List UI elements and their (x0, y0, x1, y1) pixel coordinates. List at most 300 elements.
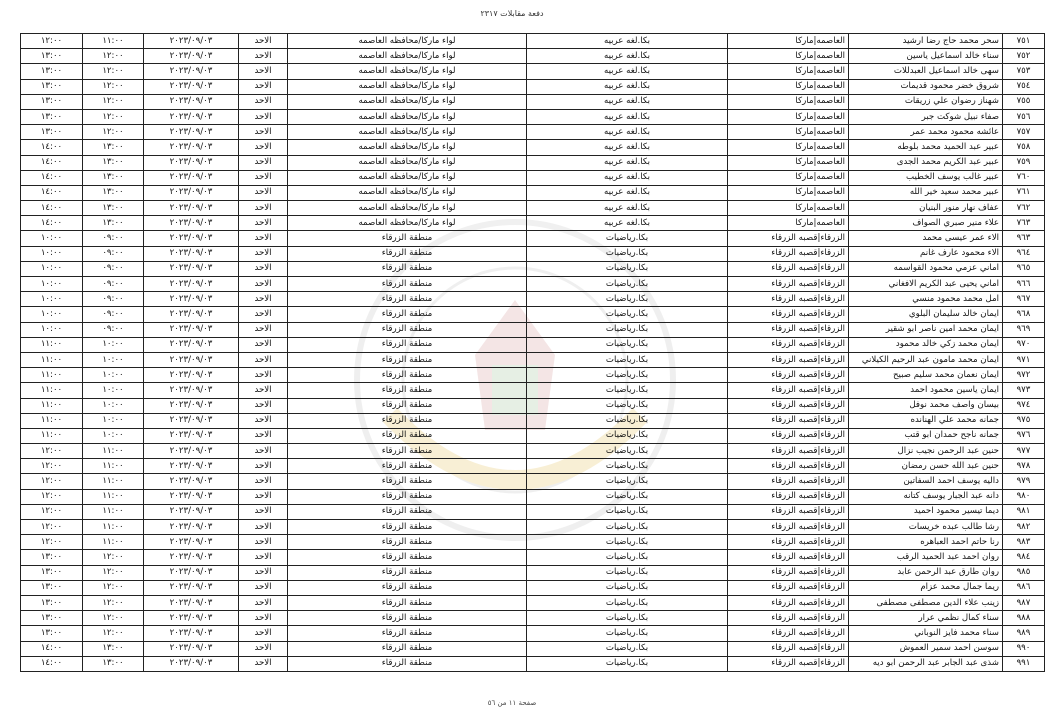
table-row (21, 201, 1045, 216)
time-to-cell: ١٢:٠٠ (21, 444, 83, 459)
interview-date-cell: ٢٠٢٣/٠٩/٠٣ (144, 201, 239, 216)
table-row (21, 656, 1045, 671)
row-number-cell: ٩٧١ (1003, 352, 1045, 367)
directorate-cell: العاصمه|ماركا (728, 79, 849, 94)
time-from-cell: ١٢:٠٠ (83, 595, 144, 610)
interview-date-cell: ٢٠٢٣/٠٩/٠٣ (144, 64, 239, 79)
interview-day-cell: الاحد (239, 626, 288, 641)
directorate-cell: الزرقاء|قصبه الزرقاء (728, 489, 849, 504)
interview-day-cell: الاحد (239, 428, 288, 443)
time-from-cell: ١٢:٠٠ (83, 580, 144, 595)
candidate-name-cell: ايمان محمد زكي خالد محمود (849, 337, 1003, 352)
time-to-cell: ١٠:٠٠ (21, 277, 83, 292)
time-from-cell: ١١:٠٠ (83, 504, 144, 519)
interview-date-cell: ٢٠٢٣/٠٩/٠٣ (144, 520, 239, 535)
interview-location-cell: منطقة الزرقاء (288, 322, 527, 337)
table-row (21, 580, 1045, 595)
page-footer: صفحة ١١ من ٥٦ (487, 699, 537, 707)
table-row (21, 428, 1045, 443)
interview-date-cell: ٢٠٢٣/٠٩/٠٣ (144, 383, 239, 398)
interview-date-cell: ٢٠٢٣/٠٩/٠٣ (144, 626, 239, 641)
table-row (21, 307, 1045, 322)
interview-day-cell: الاحد (239, 185, 288, 200)
directorate-cell: الزرقاء|قصبه الزرقاء (728, 383, 849, 398)
time-from-cell: ٠٩:٠٠ (83, 322, 144, 337)
time-from-cell: ١٢:٠٠ (83, 565, 144, 580)
directorate-cell: العاصمه|ماركا (728, 64, 849, 79)
time-to-cell: ١٠:٠٠ (21, 261, 83, 276)
candidate-name-cell: ايمان محمد مامون عبد الرحيم الكيلاني (849, 352, 1003, 367)
interview-date-cell: ٢٠٢٣/٠٩/٠٣ (144, 565, 239, 580)
interview-day-cell: الاحد (239, 322, 288, 337)
time-from-cell: ١٣:٠٠ (83, 216, 144, 231)
interview-date-cell: ٢٠٢٣/٠٩/٠٣ (144, 109, 239, 124)
directorate-cell: الزرقاء|قصبه الزرقاء (728, 595, 849, 610)
table-row (21, 368, 1045, 383)
specialization-cell: بكا.لغه عربيه (527, 34, 728, 49)
candidate-name-cell: الاء محمود عارف غانم (849, 246, 1003, 261)
candidate-name-cell: روان احمد عبد الحميد الرقب (849, 550, 1003, 565)
table-row (21, 459, 1045, 474)
row-number-cell: ٩٨١ (1003, 504, 1045, 519)
specialization-cell: بكا.لغه عربيه (527, 216, 728, 231)
interview-day-cell: الاحد (239, 79, 288, 94)
row-number-cell: ٩٦٣ (1003, 231, 1045, 246)
interview-date-cell: ٢٠٢٣/٠٩/٠٣ (144, 125, 239, 140)
time-to-cell: ١١:٠٠ (21, 398, 83, 413)
directorate-cell: الزرقاء|قصبه الزرقاء (728, 550, 849, 565)
candidate-name-cell: ايمان نعمان محمد سليم صبيح (849, 368, 1003, 383)
directorate-cell: الزرقاء|قصبه الزرقاء (728, 398, 849, 413)
directorate-cell: العاصمه|ماركا (728, 125, 849, 140)
time-from-cell: ١٣:٠٠ (83, 185, 144, 200)
row-number-cell: ٩٧٨ (1003, 459, 1045, 474)
time-to-cell: ١٤:٠٠ (21, 641, 83, 656)
row-number-cell: ٩٨٥ (1003, 565, 1045, 580)
interview-location-cell: منطقة الزرقاء (288, 444, 527, 459)
interview-date-cell: ٢٠٢٣/٠٩/٠٣ (144, 474, 239, 489)
table-row (21, 292, 1045, 307)
interview-day-cell: الاحد (239, 64, 288, 79)
directorate-cell: الزرقاء|قصبه الزرقاء (728, 459, 849, 474)
specialization-cell: بكا.رياضيات (527, 413, 728, 428)
directorate-cell: الزرقاء|قصبه الزرقاء (728, 641, 849, 656)
table-row (21, 352, 1045, 367)
time-to-cell: ١٢:٠٠ (21, 474, 83, 489)
interview-location-cell: منطقة الزرقاء (288, 398, 527, 413)
directorate-cell: الزرقاء|قصبه الزرقاء (728, 277, 849, 292)
interview-day-cell: الاحد (239, 459, 288, 474)
candidate-name-cell: دانه عبد الجبار يوسف كتانه (849, 489, 1003, 504)
interview-location-cell: منطقة الزرقاء (288, 641, 527, 656)
directorate-cell: الزرقاء|قصبه الزرقاء (728, 261, 849, 276)
candidate-name-cell: رنا حاتم احمد العباهره (849, 535, 1003, 550)
interview-location-cell: منطقة الزرقاء (288, 611, 527, 626)
directorate-cell: العاصمه|ماركا (728, 216, 849, 231)
row-number-cell: ٧٥٨ (1003, 140, 1045, 155)
interview-location-cell: منطقة الزرقاء (288, 489, 527, 504)
row-number-cell: ٩٧٤ (1003, 398, 1045, 413)
time-to-cell: ١١:٠٠ (21, 428, 83, 443)
row-number-cell: ٩٨٢ (1003, 520, 1045, 535)
candidate-name-cell: داليه يوسف احمد السفاتين (849, 474, 1003, 489)
specialization-cell: بكا.لغه عربيه (527, 201, 728, 216)
table-row (21, 413, 1045, 428)
candidate-name-cell: جمانه ناجح حمدان ابو قتب (849, 428, 1003, 443)
candidate-name-cell: زينب علاء الدين مصطفى مصطفى (849, 595, 1003, 610)
row-number-cell: ٧٥٣ (1003, 64, 1045, 79)
table-row (21, 595, 1045, 610)
interview-day-cell: الاحد (239, 201, 288, 216)
table-row (21, 474, 1045, 489)
time-to-cell: ١٠:٠٠ (21, 231, 83, 246)
time-from-cell: ١٣:٠٠ (83, 656, 144, 671)
interview-location-cell: منطقة الزرقاء (288, 535, 527, 550)
table-row (21, 626, 1045, 641)
table-row (21, 170, 1045, 185)
directorate-cell: الزرقاء|قصبه الزرقاء (728, 611, 849, 626)
time-from-cell: ١٠:٠٠ (83, 368, 144, 383)
specialization-cell: بكا.رياضيات (527, 337, 728, 352)
time-to-cell: ١٣:٠٠ (21, 79, 83, 94)
candidate-name-cell: عبير غالب يوسف الخطيب (849, 170, 1003, 185)
row-number-cell: ٩٧٠ (1003, 337, 1045, 352)
row-number-cell: ٧٥٢ (1003, 49, 1045, 64)
interview-day-cell: الاحد (239, 550, 288, 565)
time-from-cell: ١١:٠٠ (83, 34, 144, 49)
time-to-cell: ١١:٠٠ (21, 352, 83, 367)
specialization-cell: بكا.رياضيات (527, 550, 728, 565)
candidate-name-cell: شذى عبد الجابر عبد الرحمن ابو ديه (849, 656, 1003, 671)
table-row (21, 489, 1045, 504)
specialization-cell: بكا.لغه عربيه (527, 109, 728, 124)
time-to-cell: ١٤:٠٠ (21, 656, 83, 671)
time-to-cell: ١٣:٠٠ (21, 125, 83, 140)
interview-location-cell: لواء ماركا/محافظه العاصمه (288, 125, 527, 140)
interview-day-cell: الاحد (239, 246, 288, 261)
specialization-cell: بكا.رياضيات (527, 504, 728, 519)
time-from-cell: ٠٩:٠٠ (83, 307, 144, 322)
time-to-cell: ١٢:٠٠ (21, 504, 83, 519)
interview-day-cell: الاحد (239, 489, 288, 504)
interview-schedule-table (20, 33, 1045, 672)
row-number-cell: ٩٨٨ (1003, 611, 1045, 626)
directorate-cell: العاصمه|ماركا (728, 34, 849, 49)
interview-day-cell: الاحد (239, 535, 288, 550)
candidate-name-cell: سناء محمد فايز النوباني (849, 626, 1003, 641)
interview-date-cell: ٢٠٢٣/٠٩/٠٣ (144, 352, 239, 367)
candidate-name-cell: اماني يحيى عبد الكريم الافغاني (849, 277, 1003, 292)
time-to-cell: ١٢:٠٠ (21, 34, 83, 49)
time-to-cell: ١٣:٠٠ (21, 550, 83, 565)
interview-day-cell: الاحد (239, 383, 288, 398)
interview-location-cell: لواء ماركا/محافظه العاصمه (288, 79, 527, 94)
candidate-name-cell: روان طارق عبد الرحمن عابد (849, 565, 1003, 580)
table-row (21, 49, 1045, 64)
time-from-cell: ٠٩:٠٠ (83, 292, 144, 307)
interview-location-cell: منطقة الزرقاء (288, 261, 527, 276)
time-to-cell: ١٤:٠٠ (21, 170, 83, 185)
specialization-cell: بكا.لغه عربيه (527, 185, 728, 200)
interview-day-cell: الاحد (239, 474, 288, 489)
interview-date-cell: ٢٠٢٣/٠٩/٠٣ (144, 580, 239, 595)
candidate-name-cell: عبير محمد سعيد خير الله (849, 185, 1003, 200)
directorate-cell: العاصمه|ماركا (728, 109, 849, 124)
row-number-cell: ٩٧٧ (1003, 444, 1045, 459)
interview-location-cell: لواء ماركا/محافظه العاصمه (288, 216, 527, 231)
interview-day-cell: الاحد (239, 261, 288, 276)
time-to-cell: ١١:٠٠ (21, 383, 83, 398)
candidate-name-cell: سناء خالد اسماعيل ياسين (849, 49, 1003, 64)
specialization-cell: بكا.لغه عربيه (527, 49, 728, 64)
interview-day-cell: الاحد (239, 292, 288, 307)
directorate-cell: الزرقاء|قصبه الزرقاء (728, 626, 849, 641)
row-number-cell: ٧٥٧ (1003, 125, 1045, 140)
interview-date-cell: ٢٠٢٣/٠٩/٠٣ (144, 550, 239, 565)
time-from-cell: ١٣:٠٠ (83, 201, 144, 216)
directorate-cell: الزرقاء|قصبه الزرقاء (728, 565, 849, 580)
interview-day-cell: الاحد (239, 444, 288, 459)
directorate-cell: الزرقاء|قصبه الزرقاء (728, 580, 849, 595)
directorate-cell: العاصمه|ماركا (728, 155, 849, 170)
directorate-cell: العاصمه|ماركا (728, 140, 849, 155)
time-to-cell: ١٣:٠٠ (21, 94, 83, 109)
specialization-cell: بكا.رياضيات (527, 292, 728, 307)
interview-day-cell: الاحد (239, 277, 288, 292)
row-number-cell: ٩٧٣ (1003, 383, 1045, 398)
row-number-cell: ٩٦٦ (1003, 277, 1045, 292)
candidate-name-cell: سحر محمد حاج رضا ارشيد (849, 34, 1003, 49)
row-number-cell: ٩٨٤ (1003, 550, 1045, 565)
interview-day-cell: الاحد (239, 398, 288, 413)
time-to-cell: ١٣:٠٠ (21, 109, 83, 124)
interview-day-cell: الاحد (239, 504, 288, 519)
interview-date-cell: ٢٠٢٣/٠٩/٠٣ (144, 246, 239, 261)
time-from-cell: ١٠:٠٠ (83, 428, 144, 443)
specialization-cell: بكا.رياضيات (527, 368, 728, 383)
table-row (21, 535, 1045, 550)
interview-location-cell: لواء ماركا/محافظه العاصمه (288, 49, 527, 64)
time-to-cell: ١٣:٠٠ (21, 595, 83, 610)
time-to-cell: ١٣:٠٠ (21, 611, 83, 626)
directorate-cell: الزرقاء|قصبه الزرقاء (728, 231, 849, 246)
directorate-cell: العاصمه|ماركا (728, 201, 849, 216)
specialization-cell: بكا.رياضيات (527, 611, 728, 626)
table-row (21, 565, 1045, 580)
specialization-cell: بكا.رياضيات (527, 398, 728, 413)
interview-date-cell: ٢٠٢٣/٠٩/٠٣ (144, 413, 239, 428)
interview-day-cell: الاحد (239, 307, 288, 322)
row-number-cell: ٩٦٩ (1003, 322, 1045, 337)
candidate-name-cell: سهى خالد اسماعيل العبدللات (849, 64, 1003, 79)
time-from-cell: ١١:٠٠ (83, 489, 144, 504)
directorate-cell: الزرقاء|قصبه الزرقاء (728, 656, 849, 671)
candidate-name-cell: حنين عبد الله حسن رمضان (849, 459, 1003, 474)
interview-day-cell: الاحد (239, 109, 288, 124)
table-row (21, 79, 1045, 94)
candidate-name-cell: امل محمد محمود منسي (849, 292, 1003, 307)
time-from-cell: ١٢:٠٠ (83, 79, 144, 94)
row-number-cell: ٩٨٣ (1003, 535, 1045, 550)
directorate-cell: الزرقاء|قصبه الزرقاء (728, 368, 849, 383)
directorate-cell: الزرقاء|قصبه الزرقاء (728, 504, 849, 519)
specialization-cell: بكا.رياضيات (527, 641, 728, 656)
specialization-cell: بكا.رياضيات (527, 565, 728, 580)
interview-day-cell: الاحد (239, 413, 288, 428)
table-row (21, 109, 1045, 124)
directorate-cell: العاصمه|ماركا (728, 94, 849, 109)
interview-location-cell: منطقة الزرقاء (288, 474, 527, 489)
interview-location-cell: منطقة الزرقاء (288, 307, 527, 322)
table-row (21, 611, 1045, 626)
specialization-cell: بكا.رياضيات (527, 322, 728, 337)
candidate-name-cell: صفاء نبيل شوكت جبر (849, 109, 1003, 124)
interview-date-cell: ٢٠٢٣/٠٩/٠٣ (144, 261, 239, 276)
table-row (21, 383, 1045, 398)
time-to-cell: ١٠:٠٠ (21, 246, 83, 261)
row-number-cell: ٩٦٤ (1003, 246, 1045, 261)
interview-location-cell: منطقة الزرقاء (288, 626, 527, 641)
interview-day-cell: الاحد (239, 49, 288, 64)
time-to-cell: ١٠:٠٠ (21, 322, 83, 337)
candidate-name-cell: رشا طالب عبده خريسات (849, 520, 1003, 535)
interview-day-cell: الاحد (239, 34, 288, 49)
table-row (21, 64, 1045, 79)
row-number-cell: ٩٧٩ (1003, 474, 1045, 489)
interview-location-cell: منطقة الزرقاء (288, 246, 527, 261)
interview-date-cell: ٢٠٢٣/٠٩/٠٣ (144, 611, 239, 626)
interview-date-cell: ٢٠٢٣/٠٩/٠٣ (144, 595, 239, 610)
interview-date-cell: ٢٠٢٣/٠٩/٠٣ (144, 535, 239, 550)
specialization-cell: بكا.رياضيات (527, 580, 728, 595)
interview-day-cell: الاحد (239, 580, 288, 595)
interview-location-cell: منطقة الزرقاء (288, 656, 527, 671)
time-to-cell: ١١:٠٠ (21, 368, 83, 383)
directorate-cell: العاصمه|ماركا (728, 49, 849, 64)
interview-location-cell: لواء ماركا/محافظه العاصمه (288, 94, 527, 109)
directorate-cell: الزرقاء|قصبه الزرقاء (728, 428, 849, 443)
interview-location-cell: لواء ماركا/محافظه العاصمه (288, 170, 527, 185)
candidate-name-cell: بيسان واصف محمد نوفل (849, 398, 1003, 413)
time-from-cell: ١٢:٠٠ (83, 626, 144, 641)
directorate-cell: العاصمه|ماركا (728, 185, 849, 200)
time-to-cell: ١٤:٠٠ (21, 155, 83, 170)
time-from-cell: ٠٩:٠٠ (83, 231, 144, 246)
time-from-cell: ١٢:٠٠ (83, 49, 144, 64)
row-number-cell: ٧٦٣ (1003, 216, 1045, 231)
time-from-cell: ١٢:٠٠ (83, 550, 144, 565)
time-to-cell: ١٣:٠٠ (21, 565, 83, 580)
interview-day-cell: الاحد (239, 565, 288, 580)
candidate-name-cell: ايمان خالد سليمان البلوي (849, 307, 1003, 322)
candidate-name-cell: سناء كمال نظمي عرار (849, 611, 1003, 626)
candidate-name-cell: علاء منير صبري الصواف (849, 216, 1003, 231)
specialization-cell: بكا.رياضيات (527, 520, 728, 535)
interview-date-cell: ٢٠٢٣/٠٩/٠٣ (144, 428, 239, 443)
interview-location-cell: منطقة الزرقاء (288, 595, 527, 610)
specialization-cell: بكا.رياضيات (527, 656, 728, 671)
row-number-cell: ٧٥٦ (1003, 109, 1045, 124)
candidate-name-cell: عبير عبد الحميد محمد بلوطه (849, 140, 1003, 155)
interview-location-cell: منطقة الزرقاء (288, 277, 527, 292)
directorate-cell: الزرقاء|قصبه الزرقاء (728, 246, 849, 261)
directorate-cell: الزرقاء|قصبه الزرقاء (728, 520, 849, 535)
interview-day-cell: الاحد (239, 641, 288, 656)
table-row (21, 246, 1045, 261)
row-number-cell: ٩٨٠ (1003, 489, 1045, 504)
table-row (21, 337, 1045, 352)
time-to-cell: ١٣:٠٠ (21, 580, 83, 595)
time-from-cell: ١٠:٠٠ (83, 383, 144, 398)
table-row (21, 185, 1045, 200)
interview-location-cell: منطقة الزرقاء (288, 368, 527, 383)
specialization-cell: بكا.لغه عربيه (527, 140, 728, 155)
interview-day-cell: الاحد (239, 216, 288, 231)
specialization-cell: بكا.لغه عربيه (527, 125, 728, 140)
candidate-name-cell: ايمان محمد امين ناصر ابو شقير (849, 322, 1003, 337)
time-to-cell: ١٣:٠٠ (21, 49, 83, 64)
interview-date-cell: ٢٠٢٣/٠٩/٠٣ (144, 504, 239, 519)
interview-day-cell: الاحد (239, 656, 288, 671)
table-row (21, 261, 1045, 276)
interview-day-cell: الاحد (239, 94, 288, 109)
interview-date-cell: ٢٠٢٣/٠٩/٠٣ (144, 185, 239, 200)
interview-date-cell: ٢٠٢٣/٠٩/٠٣ (144, 459, 239, 474)
specialization-cell: بكا.رياضيات (527, 383, 728, 398)
row-number-cell: ٧٦١ (1003, 185, 1045, 200)
time-from-cell: ١١:٠٠ (83, 474, 144, 489)
time-to-cell: ١٢:٠٠ (21, 459, 83, 474)
interview-location-cell: لواء ماركا/محافظه العاصمه (288, 64, 527, 79)
interview-date-cell: ٢٠٢٣/٠٩/٠٣ (144, 368, 239, 383)
specialization-cell: بكا.لغه عربيه (527, 94, 728, 109)
time-to-cell: ١٢:٠٠ (21, 535, 83, 550)
time-to-cell: ١٣:٠٠ (21, 64, 83, 79)
specialization-cell: بكا.لغه عربيه (527, 79, 728, 94)
time-from-cell: ١٣:٠٠ (83, 155, 144, 170)
time-from-cell: ١٠:٠٠ (83, 352, 144, 367)
row-number-cell: ٩٨٩ (1003, 626, 1045, 641)
time-to-cell: ١١:٠٠ (21, 337, 83, 352)
time-from-cell: ١٢:٠٠ (83, 94, 144, 109)
table-row (21, 125, 1045, 140)
time-from-cell: ٠٩:٠٠ (83, 246, 144, 261)
interview-location-cell: لواء ماركا/محافظه العاصمه (288, 109, 527, 124)
interview-location-cell: لواء ماركا/محافظه العاصمه (288, 34, 527, 49)
table-row (21, 398, 1045, 413)
table-row (21, 277, 1045, 292)
directorate-cell: الزرقاء|قصبه الزرقاء (728, 352, 849, 367)
time-from-cell: ١٣:٠٠ (83, 170, 144, 185)
interview-location-cell: منطقة الزرقاء (288, 337, 527, 352)
candidate-name-cell: الاء عمر عيسى محمد (849, 231, 1003, 246)
time-from-cell: ١٠:٠٠ (83, 413, 144, 428)
table-row (21, 231, 1045, 246)
time-from-cell: ١٠:٠٠ (83, 337, 144, 352)
time-to-cell: ١٣:٠٠ (21, 626, 83, 641)
time-from-cell: ٠٩:٠٠ (83, 277, 144, 292)
candidate-name-cell: اماني عزمي محمود القواسمه (849, 261, 1003, 276)
row-number-cell: ٩٦٨ (1003, 307, 1045, 322)
interview-day-cell: الاحد (239, 125, 288, 140)
directorate-cell: العاصمه|ماركا (728, 170, 849, 185)
specialization-cell: بكا.لغه عربيه (527, 64, 728, 79)
row-number-cell: ٧٦٢ (1003, 201, 1045, 216)
interview-day-cell: الاحد (239, 155, 288, 170)
time-from-cell: ١٢:٠٠ (83, 109, 144, 124)
time-to-cell: ١٤:٠٠ (21, 216, 83, 231)
directorate-cell: الزرقاء|قصبه الزرقاء (728, 535, 849, 550)
